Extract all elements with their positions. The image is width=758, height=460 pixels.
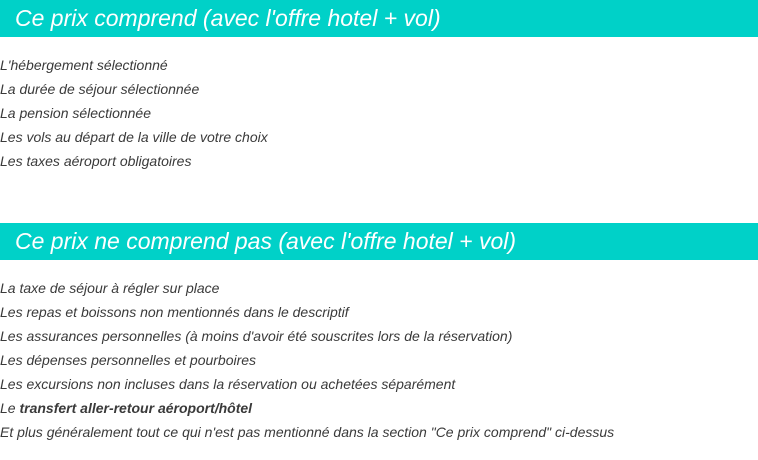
included-item-duration: La durée de séjour sélectionnée xyxy=(0,81,200,97)
included-list xyxy=(0,53,268,173)
excluded-item-insurance: Les assurances personnelles (à moins d'avoir été souscrites lors de la réservation) xyxy=(0,328,513,344)
transfer-prefix: Le xyxy=(0,400,20,416)
included-item-airport-taxes: Les taxes aéroport obligatoires xyxy=(0,153,192,169)
included-item-accommodation: L'hébergement sélectionné xyxy=(0,57,168,73)
excluded-list xyxy=(0,276,614,444)
included-item-flights: Les vols au départ de la ville de votre choix xyxy=(0,129,268,145)
excluded-section-title: Ce prix ne comprend pas (avec l'offre hotel + vol) xyxy=(0,223,758,260)
included-section-title: Ce prix comprend (avec l'offre hotel + vol) xyxy=(0,0,758,37)
excluded-item-tourist-tax: La taxe de séjour à régler sur place xyxy=(0,280,220,296)
excluded-item-meals: Les repas et boissons non mentionnés dans le descriptif xyxy=(0,304,349,320)
transfer-bold-text: transfert aller-retour aéroport/hôtel xyxy=(19,400,253,416)
excluded-item-transfer xyxy=(0,396,614,420)
included-item-board: La pension sélectionnée xyxy=(0,105,152,121)
excluded-item-personal-expenses: Les dépenses personnelles et pourboires xyxy=(0,352,257,368)
excluded-item-general: Et plus généralement tout ce qui n'est pas mentionné dans la section "Ce prix comprend" ci-dessus xyxy=(0,424,615,440)
excluded-item-excursions: Les excursions non incluses dans la réservation ou achetées séparément xyxy=(0,376,456,392)
